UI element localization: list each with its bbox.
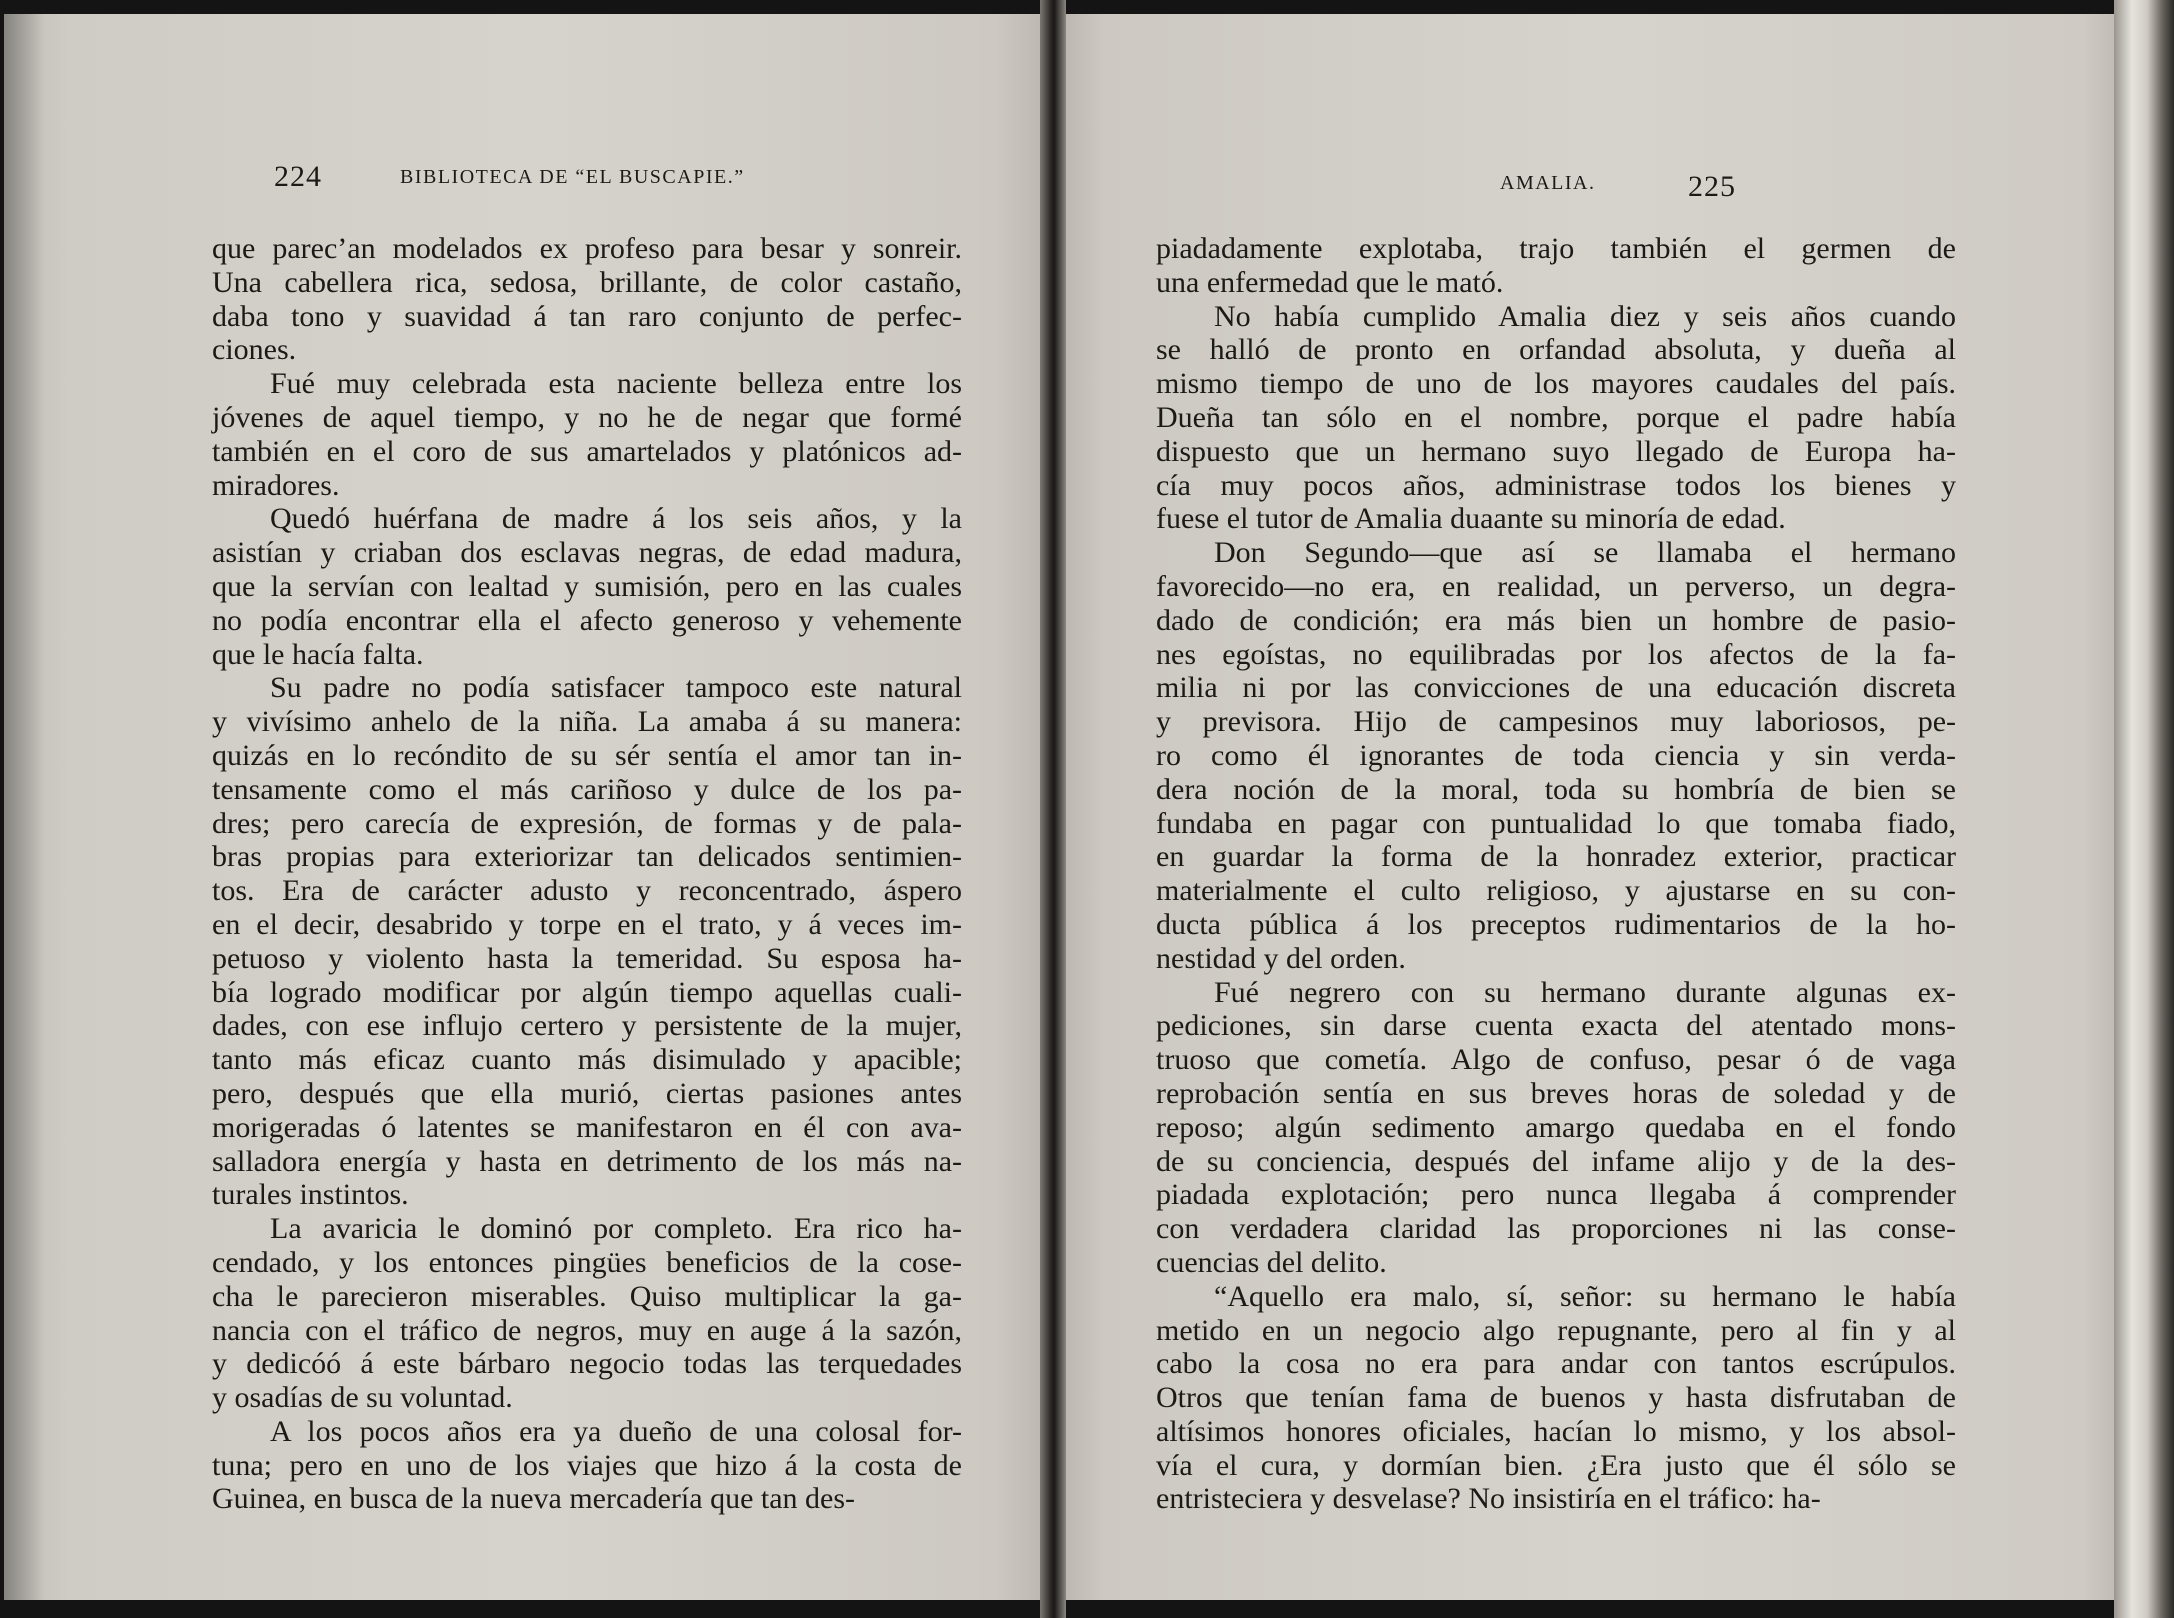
text-line: morigeradas ó latentes se manifestaron en él con ava- [212, 1110, 962, 1144]
text-line: pero, después que ella murió, ciertas pasiones antes [212, 1076, 962, 1110]
left-page-body [212, 232, 962, 1516]
text-line: piadada explotación; pero nunca llegaba á comprender [1156, 1178, 1956, 1212]
text-line: fundaba en pagar con puntualidad lo que tomaba fiado, [1156, 806, 1956, 840]
text-line: reposo; algún sedimento amargo quedaba en el fondo [1156, 1110, 1956, 1144]
text-line: bía logrado modificar por algún tiempo aquellas cuali- [212, 975, 962, 1009]
text-line: dera noción de la moral, toda su hombría de bien se [1156, 772, 1956, 806]
text-line: petuoso y violento hasta la temeridad. Su esposa ha- [212, 941, 962, 975]
text-line: no podía encontrar ella el afecto generoso y vehemente [212, 603, 962, 637]
text-line: Otros que tenían fama de buenos y hasta disfrutaban de [1156, 1381, 1956, 1415]
text-line: fuese el tutor de Amalia duaante su minoría de edad. [1156, 502, 1786, 536]
text-line: daba tono y suavidad á tan raro conjunto de perfec- [212, 299, 962, 333]
text-line: y dedicóó á este bárbaro negocio todas las terquedades [212, 1347, 962, 1381]
text-line: nestidad y del orden. [1156, 941, 1406, 975]
text-line: Fué negrero con su hermano durante algunas ex- [1214, 975, 1956, 1009]
running-head: BIBLIOTECA DE “EL BUSCAPIE.” [400, 166, 745, 188]
text-line: dres; pero carecía de expresión, de formas y de pala- [212, 806, 962, 840]
text-line: Dueña tan sólo en el nombre, porque el padre había [1156, 400, 1956, 434]
text-line: nes egoístas, no equilibradas por los afectos de la fa- [1156, 637, 1956, 671]
text-line: pediciones, sin darse cuenta exacta del atentado mons- [1156, 1009, 1956, 1043]
text-line: metido en un negocio algo repugnante, pero al fin y al [1156, 1313, 1956, 1347]
text-line: altísimos honores oficiales, hacían lo mismo, y los absol- [1156, 1414, 1956, 1448]
text-line: entristeciera y desvelase? No insistiría en el tráfico: ha- [1156, 1482, 1821, 1516]
text-line: cabo la cosa no era para andar con tantos escrúpulos. [1156, 1347, 1956, 1381]
text-line: cuencias del delito. [1156, 1245, 1387, 1279]
right-page-header [1048, 166, 2172, 206]
text-line: Fué muy celebrada esta naciente belleza entre los [270, 367, 962, 401]
page-number: 225 [1688, 170, 1736, 203]
text-line: milia ni por las convicciones de una educación discreta [1156, 671, 1956, 705]
text-line: en el decir, desabrido y torpe en el trato, y á veces im- [212, 907, 962, 941]
page-number: 224 [274, 160, 322, 193]
text-line: que le hacía falta. [212, 637, 424, 671]
text-line: y vivísimo anhelo de la niña. La amaba á su manera: [212, 705, 962, 739]
text-line: dado de condición; era más bien un hombre de pasio- [1156, 603, 1956, 637]
text-line: bras propias para exteriorizar tan delicados sentimien- [212, 840, 962, 874]
text-line: Quedó huérfana de madre á los seis años, y la [270, 502, 962, 536]
text-line: cha le parecieron miserables. Quiso multiplicar la ga- [212, 1279, 962, 1313]
text-line: turales instintos. [212, 1178, 409, 1212]
text-line: truoso que cometía. Algo de confuso, pesar ó de vaga [1156, 1043, 1956, 1077]
text-line: reprobación sentía en sus breves horas de soledad y de [1156, 1076, 1956, 1110]
right-page-body [1156, 232, 1956, 1516]
left-page [4, 14, 1058, 1600]
text-line: Don Segundo—que así se llamaba el hermano [1214, 536, 1956, 570]
text-line: tuna; pero en uno de los viajes que hizo á la costa de [212, 1448, 962, 1482]
text-line: ducta pública á los preceptos rudimentarios de la ho- [1156, 907, 1956, 941]
text-line: tensamente como el más cariñoso y dulce de los pa- [212, 772, 962, 806]
text-line: Guinea, en busca de la nueva mercadería que tan des- [212, 1482, 856, 1516]
text-line: Su padre no podía satisfacer tampoco este natural [270, 671, 962, 705]
text-line: de su conciencia, después del infame alijo y de la des- [1156, 1144, 1956, 1178]
page-edge [2114, 0, 2174, 1618]
text-line: cendado, y los entonces pingües beneficios de la cose- [212, 1245, 962, 1279]
text-line: “Aquello era malo, sí, señor: su hermano le había [1214, 1279, 1956, 1313]
right-page [1048, 14, 2172, 1600]
text-line: que la servían con lealtad y sumisión, pero en las cuales [212, 569, 962, 603]
text-line: materialmente el culto religioso, y ajustarse en su con- [1156, 874, 1956, 908]
book-gutter [1040, 0, 1066, 1618]
text-line: No había cumplido Amalia diez y seis años cuando [1214, 299, 1956, 333]
text-line: en guardar la forma de la honradez exterior, practicar [1156, 840, 1956, 874]
text-line: piadadamente explotaba, trajo también el germen de [1156, 232, 1956, 265]
text-line: jóvenes de aquel tiempo, y no he de negar que formé [212, 400, 962, 434]
text-line: cía muy pocos años, administrase todos los bienes y [1156, 468, 1956, 502]
text-line: nancia con el tráfico de negros, muy en auge á la sazón, [212, 1313, 962, 1347]
text-line: miradores. [212, 468, 340, 502]
text-line: y previsora. Hijo de campesinos muy laboriosos, pe- [1156, 705, 1956, 739]
text-line: con verdadera claridad las proporciones ni las conse- [1156, 1212, 1956, 1246]
text-line: y osadías de su voluntad. [212, 1381, 513, 1415]
page-shadow [4, 14, 44, 1600]
text-line: también en el coro de sus amartelados y platónicos ad- [212, 434, 962, 468]
text-line: ciones. [212, 333, 297, 367]
text-line: vía el cura, y dormían bien. ¿Era justo que él sólo se [1156, 1448, 1956, 1482]
text-line: La avaricia le dominó por completo. Era rico ha- [270, 1212, 962, 1246]
text-line: que parec’an modelados ex profeso para besar y sonreir. [212, 232, 962, 265]
text-line: dispuesto que un hermano suyo llegado de Europa ha- [1156, 434, 1956, 468]
text-line: mismo tiempo de uno de los mayores caudales del país. [1156, 367, 1956, 401]
running-head: AMALIA. [1500, 172, 1596, 194]
text-line: se halló de pronto en orfandad absoluta, y dueña al [1156, 333, 1956, 367]
text-line: salladora energía y hasta en detrimento de los más na- [212, 1144, 962, 1178]
text-line: favorecido—no era, en realidad, un perverso, un degra- [1156, 569, 1956, 603]
text-line: A los pocos años era ya dueño de una colosal for- [270, 1414, 962, 1448]
text-line: Una cabellera rica, sedosa, brillante, de color castaño, [212, 265, 962, 299]
text-line: una enfermedad que le mató. [1156, 265, 1504, 299]
text-line: dades, con ese influjo certero y persistente de la mujer, [212, 1009, 962, 1043]
text-line: tos. Era de carácter adusto y reconcentrado, áspero [212, 874, 962, 908]
text-line: asistían y criaban dos esclavas negras, de edad madura, [212, 536, 962, 570]
left-page-header [4, 160, 1058, 206]
text-line: tanto más eficaz cuanto más disimulado y apacible; [212, 1043, 962, 1077]
text-line: quizás en lo recóndito de su sér sentía el amor tan in- [212, 738, 962, 772]
text-line: ro como él ignorantes de toda ciencia y sin verda- [1156, 738, 1956, 772]
